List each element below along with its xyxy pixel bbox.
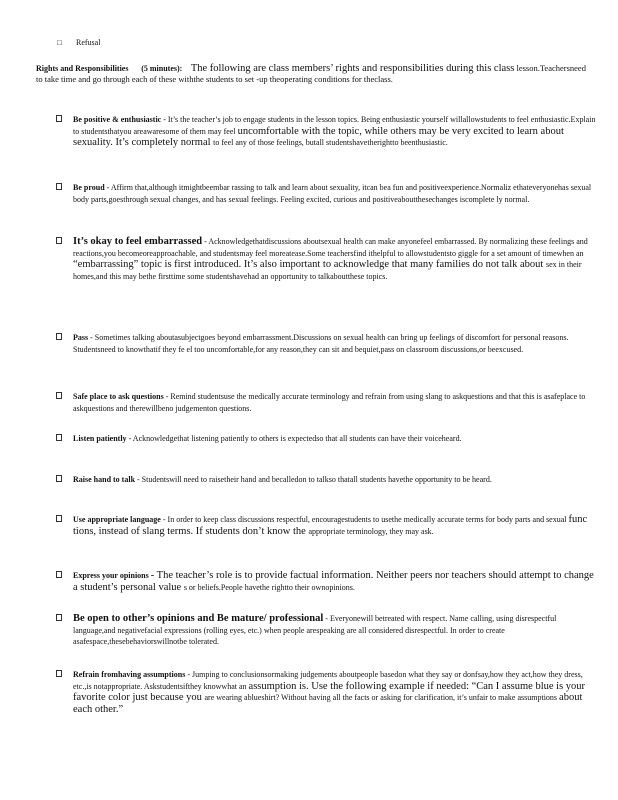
intro-text-small: lesson.Teachersneed to take time and go through each of these withthe students to set -up theoperating conditions for theclass. [36,63,586,84]
list-item-body: - It’s the teacher’s job to engage students in the lesson topics. Being enthusiastic yourself willallowstudents to feel enthusiastic.Explain to studentsthatyou areawaresome of them may feel [73,115,596,136]
refusal-item [57,38,100,47]
list-item-body: are wearing ablueshirt? Without having all the facts or asking for clarification, it’s unfair to make assumptions [204,693,560,702]
checkbox-square-icon [56,670,62,677]
checkbox-square-icon [56,515,62,522]
list-item-body: - Acknowledgethatdiscussions aboutsexual health can make anyonefeel embarrassed. By normalizing these feelings and reactions,you becomeoreapproachable, and studentsmay feel moreatease.Some teachersfind ithelpful to allowstudentsto giggle for a set amount of timewhen an [73,237,588,258]
list-item-body: - In order to keep class discussions respectful, encouragestudents to usethe medically accurate terms for body parts and sexual [162,515,569,524]
list-item-body: to feel any of those feelings, butall studentshavetherightto beenthusiastic. [213,138,448,147]
list-item-body: - Remind studentsuse the medically accurate terminology and refrain from using slang to askquestions and that this is asafeplace to askquestions and therewillbeno judgementon questions. [73,392,586,413]
list-item-text [73,114,596,149]
list-item-body: - Studentswill need to raisetheir hand and becalledon to talkso thatall students havethe opportunity to be heard. [137,475,492,484]
checkbox-square-icon [56,392,62,399]
intro-text-large: The following are class members’ rights and responsibilities during this class [190,63,515,74]
list-item-body: - Jumping to conclusionsormaking judgements aboutpeople basedon what they say or donfsay,how they act,how they dress, etc.,is notappropriate. Askstudentsifthey knowwhat an [73,670,583,691]
list-item-heading: Be positive & enthusiastic [73,115,162,124]
list-item-body: s or beliefs.People havethe rightto their ownopinions. [183,582,355,592]
list-item-text [73,433,596,445]
intro-heading: Rights and Responsibilities [36,64,129,73]
list-item-body: sex in their homes,and this may bethe firsttime some studentshavehad an opportunity to talkaboutthese topics. [73,260,582,281]
list-item-text [73,514,596,537]
bullet-icon: □ [57,38,62,47]
list-item-text [73,236,596,282]
list-item-text [73,570,596,593]
list-item-heading: Refrain fromhaving assumptions [73,670,186,679]
list-item-body: - Acknowledgethat listening patiently to others is expectedso that all students can have their voiceheard. [128,434,462,443]
list-item-body: - Everyonewill betreated with respect. Name calling, using disrespectful language,and negativefacial expressions (rolling eyes, etc.) when people arespeaking are all considered disrespectful. In order to create asafespace,thesebehaviorswillnotbe tolerated. [73,614,557,646]
checkbox-square-icon [56,571,62,578]
list-item-text [73,669,596,715]
checkbox-square-icon [56,614,62,621]
list-item-text [73,332,596,355]
list-item-body: func tions, instead of slang terms. If students don’t know the [73,514,588,537]
list-item-heading: Be proud [73,183,105,192]
list-item-body: “embarrassing” topic is first introduced. It’s also important to acknowledge that many families do not talk about [73,259,546,270]
list-item-body: - The teacher’s role is to provide factual information. Neither peers nor teachers should attempt to change a student’s personal value [73,570,594,593]
list-item-body: - Sometimes talking aboutasubjectgoes beyond embarrassment.Discussions on sexual health can bring up feelings of discomfort for personal reasons. Studentsneed to knowthatif they fe el too uncomfortable,for any reason,they can sit and bequiet,pass on classroom discussions,or beexcused. [73,333,569,354]
checkbox-square-icon [56,333,62,340]
list-item-text [73,613,596,648]
list-item-body: - Affirm that,although itmightbeembar rassing to talk and learn about sexuality, itcan bea fun and positiveexperience.Normaliz ethateveryonehas sexual body parts,goesthrough sexual changes, and has sexual feelings. Feeling excited, curious and positiveaboutthesechanges iscomplete ly normal. [73,183,592,204]
checkbox-square-icon [56,183,62,190]
list-item-body: uncomfortable with the topic, while others may be very excited to learn about sexuality. It’s completely normal [73,125,564,148]
checkbox-square-icon [56,237,62,244]
rights-intro-paragraph [36,63,586,85]
list-item-heading: Express your opinions [73,571,149,580]
list-item-heading: Listen patiently [73,434,127,443]
list-item-heading: Pass [73,333,89,342]
list-item-heading: Use appropriate language [73,515,161,524]
list-item-body: appropriate terminology, they may ask. [308,526,434,536]
list-item-body: assumption is. Use the following example if needed: “Can I assume blue is your favorite color just because you [73,680,586,703]
refusal-text: Refusal [76,38,101,47]
checkbox-square-icon [56,475,62,482]
list-item-text [73,182,596,205]
list-item-heading: Safe place to ask questions [73,392,164,401]
list-item-heading: Raise hand to talk [73,475,136,484]
intro-time: (5 minutes): [141,64,183,73]
list-item-heading: Be open to other’s opinions and Be mature/ professional [73,613,324,624]
list-item-heading: It’s okay to feel embarrassed [73,236,203,247]
list-item-text [73,391,596,414]
list-item-text [73,474,596,486]
list-item-body: about each other.” [73,692,583,715]
checkbox-square-icon [56,115,62,122]
checkbox-square-icon [56,434,62,441]
